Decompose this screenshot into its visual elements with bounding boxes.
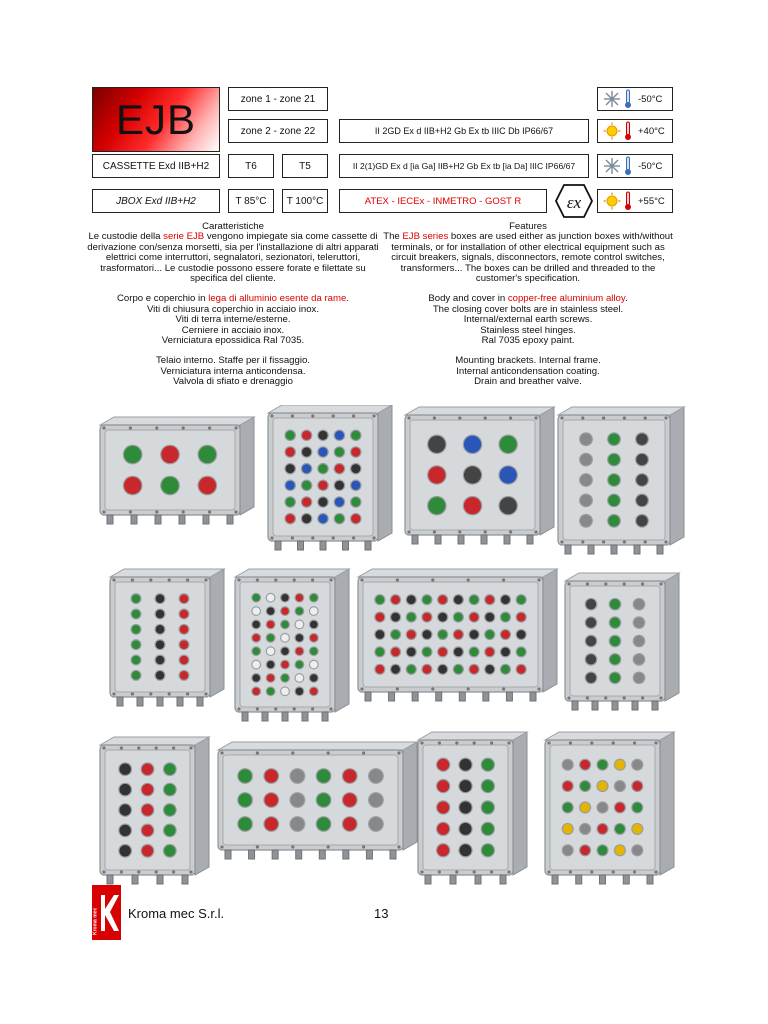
enclosure-photo bbox=[268, 405, 392, 550]
kroma-k-icon bbox=[92, 885, 121, 940]
english-paragraph-2: Body and cover in copper-free aluminium alloy. bbox=[428, 293, 628, 305]
ex-mark-icon bbox=[554, 183, 594, 219]
english-paragraph-1: The EJB series boxes are used either as junction boxes with/without terminals, or for installation of other electrical equipment such as circuit breakers, signals, disconnectors, remote control switches, transformers... The boxes can be drilled and threaded to the customer's specification. bbox=[383, 231, 673, 285]
enclosure-photo bbox=[418, 732, 527, 884]
enclosure-photo bbox=[565, 573, 679, 710]
temp-box-1 bbox=[597, 87, 673, 111]
ejb-logo-text: EJB bbox=[115, 95, 197, 143]
english-line: The closing cover bolts are in stainless steel. bbox=[432, 303, 624, 315]
marking-2-box: II 2(1)GD Ex d [ia Ga] IIB+H2 Gb Ex tb [ia Da] IIIC IP66/67 bbox=[339, 154, 589, 178]
italian-line: Viti di terra interne/esterne. bbox=[175, 314, 291, 326]
italian-line: Verniciatura interna anticondensa. bbox=[160, 365, 306, 377]
marking-1-box: II 2GD Ex d IIB+H2 Gb Ex tb IIIC Db IP66/67 bbox=[339, 119, 589, 143]
italian-series-highlight: serie EJB bbox=[163, 231, 205, 243]
snowflake-thermometer-cold-icon bbox=[598, 156, 638, 176]
english-heading: Features bbox=[509, 221, 547, 232]
english-features bbox=[382, 222, 674, 388]
english-line: Mounting brackets. Internal frame. bbox=[455, 355, 601, 367]
zone-1-box: zone 1 - zone 21 bbox=[228, 87, 328, 111]
enclosure-photo bbox=[100, 737, 209, 884]
ejb-logo bbox=[92, 87, 220, 152]
temp-value-4: +55°C bbox=[638, 195, 665, 207]
sun-thermometer-hot-icon bbox=[598, 121, 638, 141]
english-line: Stainless steel hinges. bbox=[480, 324, 576, 336]
sun-thermometer-hot-icon bbox=[598, 191, 638, 211]
kroma-logo-text: Kroma mec bbox=[92, 907, 99, 935]
t5-box: T5 bbox=[282, 154, 328, 178]
enclosure-photo bbox=[235, 569, 349, 721]
italian-line: Verniciatura epossidica Ral 7035. bbox=[161, 335, 305, 347]
snowflake-thermometer-cold-icon bbox=[598, 89, 638, 109]
t85-box: T 85°C bbox=[228, 189, 274, 213]
t100-box: T 100°C bbox=[282, 189, 328, 213]
temp-box-2 bbox=[597, 119, 673, 143]
temp-value-3: -50°C bbox=[638, 160, 663, 172]
english-alloy-highlight: copper-free aluminium alloy bbox=[507, 293, 625, 305]
temp-value-1: -50°C bbox=[638, 93, 663, 105]
enclosure-photo bbox=[358, 569, 557, 701]
italian-features bbox=[87, 222, 379, 388]
italian-paragraph-1: Le custodie della serie EJB vengono impiegate sia come cassette di derivazione con/senza morsetti, sia per l'installazione di altri apparati elettrici come interruttori, segnalatori, sezionatori, teleruttori, trasformatori... Le custodie possono essere forate e filettate su specifica del cliente. bbox=[87, 231, 379, 285]
english-line: Ral 7035 epoxy paint. bbox=[481, 335, 575, 347]
temp-value-2: +40°C bbox=[638, 125, 665, 137]
company-name: Kroma mec S.r.l. bbox=[128, 906, 225, 921]
kroma-mec-logo bbox=[92, 885, 121, 940]
temp-box-3 bbox=[597, 154, 673, 178]
zone-2-box: zone 2 - zone 22 bbox=[228, 119, 328, 143]
t6-box: T6 bbox=[228, 154, 274, 178]
italian-alloy-highlight: lega di alluminio esente da rame bbox=[208, 293, 347, 305]
italian-line: Valvola di sfiato e drenaggio bbox=[173, 376, 293, 388]
english-line: Drain and breather valve. bbox=[474, 376, 582, 388]
italian-line: Telaio interno. Staffe per il fissaggio. bbox=[156, 355, 310, 367]
svg-text:εx: εx bbox=[566, 193, 582, 212]
italian-line: Viti di chiusura coperchio in acciaio inox. bbox=[146, 303, 320, 315]
enclosure-photo bbox=[218, 742, 417, 859]
enclosure-photo bbox=[405, 407, 554, 544]
cassette-type-box: CASSETTE Exd IIB+H2 bbox=[92, 154, 220, 178]
italian-line: Cerniere in acciaio inox. bbox=[181, 324, 285, 336]
enclosure-photo bbox=[110, 569, 224, 706]
temp-box-4 bbox=[597, 189, 673, 213]
enclosure-photo bbox=[100, 417, 254, 524]
english-line: Internal/external earth screws. bbox=[463, 314, 593, 326]
english-line: Internal anticondensation coating. bbox=[456, 365, 600, 377]
italian-heading: Caratteristiche bbox=[202, 221, 264, 232]
enclosure-photo bbox=[545, 732, 674, 884]
enclosure-photo bbox=[558, 407, 684, 554]
jbox-type-box: JBOX Exd IIB+H2 bbox=[92, 189, 220, 213]
page-number: 13 bbox=[374, 906, 389, 921]
product-photo-grid bbox=[0, 405, 768, 885]
italian-paragraph-2: Corpo e coperchio in lega di alluminio esente da rame. bbox=[116, 293, 349, 305]
certification-box: ATEX - IECEx - INMETRO - GOST R bbox=[339, 189, 547, 213]
english-series-highlight: EJB series bbox=[402, 231, 449, 243]
